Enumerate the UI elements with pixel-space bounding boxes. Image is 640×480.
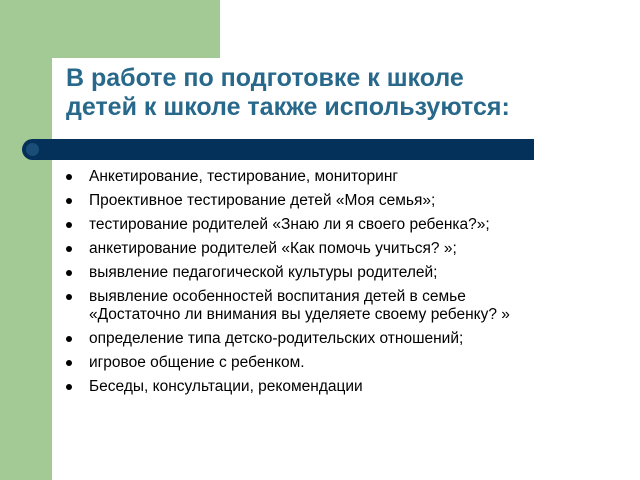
- title-divider-bar: [22, 139, 534, 160]
- bullet-list: [66, 168, 626, 402]
- bullet-item: [66, 168, 626, 186]
- bullet-item: [66, 264, 626, 282]
- slide-title: [66, 64, 606, 122]
- bullet-item: [66, 330, 626, 348]
- bullet-text-continued: «Достаточно ли внимания вы уделяете своему ребенку? »: [89, 306, 510, 323]
- bullet-text: определение типа детско-родительских отношений;: [89, 330, 464, 347]
- title-line-1: В работе по подготовке к школе: [66, 64, 464, 92]
- bullet-dot-icon: [66, 384, 72, 390]
- bullet-text: выявление педагогической культуры родителей;: [89, 264, 438, 281]
- bullet-text: Проективное тестирование детей «Моя семья»;: [89, 192, 436, 209]
- bullet-dot-icon: [66, 294, 72, 300]
- bullet-text: игровое общение с ребенком.: [89, 354, 305, 371]
- bullet-text: тестирование родителей «Знаю ли я своего ребенка?»;: [89, 216, 490, 233]
- bullet-item: [66, 240, 626, 258]
- bullet-dot-icon: [66, 270, 72, 276]
- bullet-item: [66, 354, 626, 372]
- bullet-text: Беседы, консультации, рекомендации: [89, 378, 363, 395]
- bullet-text: Анкетирование, тестирование, мониторинг: [89, 168, 399, 185]
- bullet-dot-icon: [66, 360, 72, 366]
- bullet-item: [66, 192, 626, 210]
- bullet-item: [66, 216, 626, 234]
- title-line-2: детей к школе также используются:: [66, 93, 510, 121]
- bar-end-circle: [26, 143, 39, 156]
- bullet-dot-icon: [66, 174, 72, 180]
- bullet-dot-icon: [66, 336, 72, 342]
- green-side-band: [0, 0, 52, 480]
- bullet-text: выявление особенностей воспитания детей в семье: [89, 288, 466, 305]
- bullet-text: анкетирование родителей «Как помочь учиться? »;: [89, 240, 457, 257]
- bullet-item: [66, 378, 626, 396]
- green-top-band: [52, 0, 220, 58]
- bullet-dot-icon: [66, 222, 72, 228]
- bullet-item: [66, 288, 626, 324]
- bullet-dot-icon: [66, 198, 72, 204]
- bullet-dot-icon: [66, 246, 72, 252]
